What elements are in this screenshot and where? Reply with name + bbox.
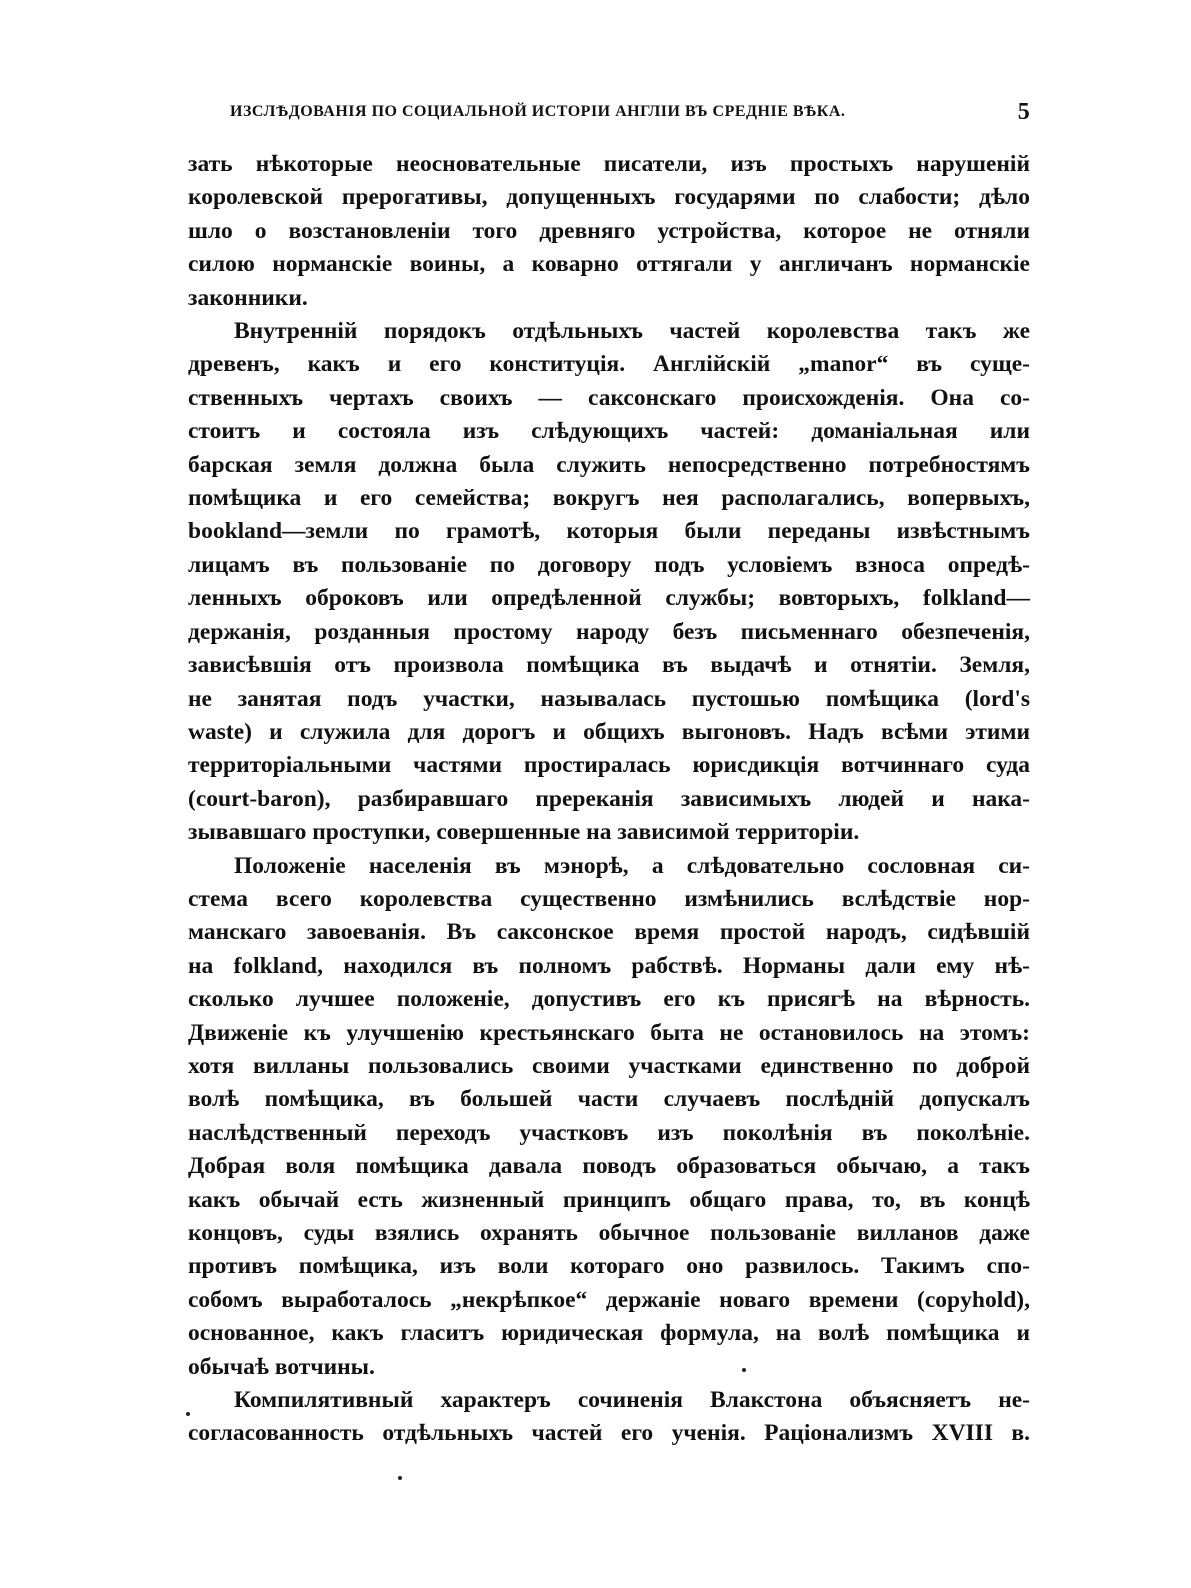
body-text	[188, 148, 1030, 1451]
text-line: основанное, какъ гласитъ юридическая формула, на волѣ помѣщика и	[188, 1320, 1030, 1347]
text-line: зывавшаго проступки, совершенные на зависимой территоріи.	[188, 819, 860, 846]
page-number: 5	[1017, 98, 1030, 125]
text-line: (court-baron), разбиравшаго пререканія зависимыхъ людей и нака-	[188, 785, 1030, 812]
text-line: помѣщика и его семейства; вокругъ нея располагались, вопервыхъ,	[188, 485, 1030, 512]
text-line: Внутренній порядокъ отдѣльныхъ частей королевства такъ же	[234, 318, 1030, 345]
paragraph-1	[188, 148, 1030, 315]
text-line: не занятая подъ участки, называлась пустошью помѣщика (lord's	[188, 685, 1030, 712]
text-line: противъ помѣщика, изъ воли котораго оно развилось. Такимъ спо-	[188, 1253, 1030, 1280]
paragraph-4	[188, 1384, 1030, 1451]
text-line: согласованность отдѣльныхъ частей его ученія. Раціонализмъ XVIII в.	[188, 1420, 1030, 1447]
text-line: держанія, розданныя простому народу безъ письменнаго обезпеченія,	[188, 618, 1030, 645]
paragraph-2	[188, 315, 1030, 850]
text-line: концовъ, суды взялись охранять обычное пользованіе вилланов даже	[188, 1220, 1030, 1246]
text-line: наслѣдственный переходъ участковъ изъ поколѣнія въ поколѣніе.	[188, 1119, 1030, 1146]
paragraph-3	[188, 850, 1030, 1385]
text-line: на folkland, находился въ полномъ рабствѣ. Норманы дали ему нѣ-	[188, 952, 1030, 979]
text-line: Движеніе къ улучшенію крестьянскаго быта не остановилось на этомъ:	[188, 1019, 1030, 1046]
text-line: какъ обычай есть жизненный принципъ общаго права, то, въ концѣ	[188, 1186, 1030, 1213]
text-line: bookland—земли по грамотѣ, которыя были переданы извѣстнымъ	[188, 518, 1030, 545]
text-line: обычаѣ вотчины.	[188, 1353, 375, 1380]
text-line: зависѣвшія отъ произвола помѣщика въ выдачѣ и отнятіи. Земля,	[188, 652, 1030, 679]
text-line: Компилятивный характеръ сочиненія Влакстона объясняетъ не-	[234, 1387, 1030, 1414]
text-line: барская земля должна была служить непосредственно потребностямъ	[188, 451, 1030, 478]
text-line: волѣ помѣщика, въ большей части случаевъ послѣдній допускалъ	[188, 1086, 1030, 1113]
text-line: силою норманскіе воины, а коварно оттягали у англичанъ норманскіе	[188, 251, 1030, 278]
text-line: территоріальными частями простиралась юрисдикція вотчиннаго суда	[188, 752, 1030, 779]
scan-speck	[742, 1368, 746, 1372]
text-line: стема всего королевства существенно измѣнились вслѣдствіе нор-	[188, 885, 1030, 912]
running-title: ИЗСЛѢДОВАНІЯ ПО СОЦИАЛЬНОЙ ИСТОРІИ АНГЛІИ ВЪ СРЕДНІЕ ВѢКА.	[230, 103, 846, 120]
text-line: законники.	[188, 284, 308, 311]
text-line: лицамъ въ пользованіе по договору подъ условіемъ взноса опредѣ-	[188, 551, 1030, 578]
text-line: королевской прерогативы, допущенныхъ государями по слабости; дѣло	[188, 184, 1030, 211]
running-header	[230, 94, 1030, 130]
text-line: waste) и служила для дорогъ и общихъ выгоновъ. Надъ всѣми этими	[188, 718, 1030, 745]
text-line: шло о возстановленіи того древняго устройства, которое не отняли	[188, 217, 1030, 244]
text-line: ственныхъ чертахъ своихъ — саксонскаго происхожденія. Она со-	[188, 384, 1030, 411]
text-line: Добрая воля помѣщика давала поводъ образоваться обычаю, а такъ	[188, 1153, 1030, 1180]
text-line: хотя вилланы пользовались своими участками единственно по доброй	[188, 1052, 1030, 1079]
text-line: стоитъ и состояла изъ слѣдующихъ частей: доманіальная или	[188, 418, 1030, 445]
text-line: сколько лучшее положеніе, допустивъ его къ присягѣ на вѣрность.	[188, 986, 1030, 1013]
text-line: зать нѣкоторые неосновательные писатели, изъ простыхъ нарушеній	[188, 151, 1030, 177]
scan-speck	[186, 1412, 190, 1416]
scan-speck	[398, 1476, 402, 1480]
text-line: собомъ выработалось „некрѣпкое“ держаніе новаго времени (copyhold),	[188, 1286, 1030, 1313]
text-line: манскаго завоеванія. Въ саксонское время простой народъ, сидѣвшій	[188, 919, 1030, 946]
text-line: Положеніе населенія въ мэнорѣ, а слѣдовательно сословная си-	[234, 852, 1030, 879]
text-line: ленныхъ оброковъ или опредѣленной службы; вовторыхъ, folkland—	[188, 585, 1030, 612]
text-line: древенъ, какъ и его конституція. Англійскій „manor“ въ суще-	[188, 351, 1030, 378]
